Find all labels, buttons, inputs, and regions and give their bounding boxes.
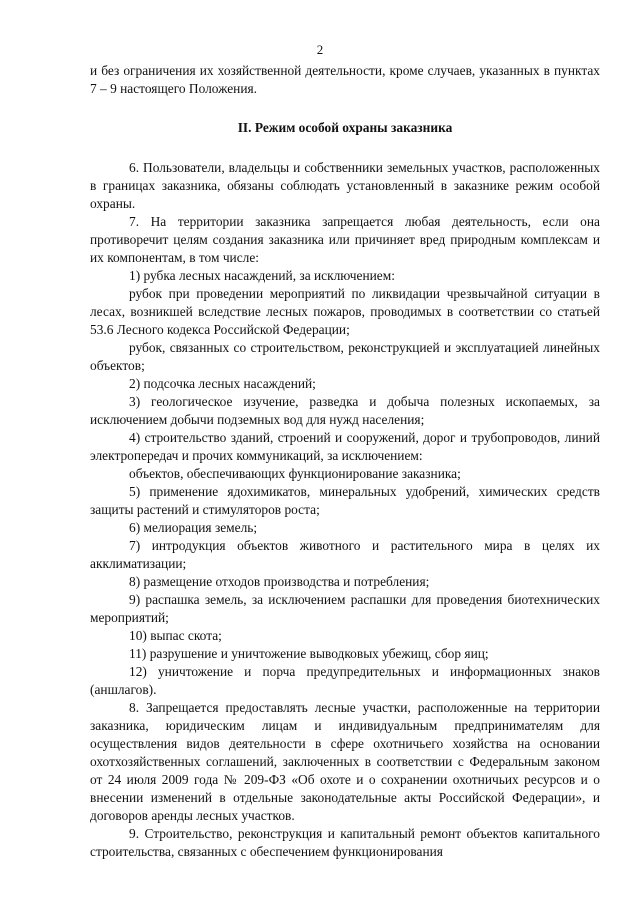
item-7: 7) интродукция объектов животного и растительного мира в целях их акклиматизации; [90, 538, 600, 571]
page-number: 2 [316, 42, 324, 57]
paragraph-8: 8. Запрещается предоставлять лесные участки, расположенные на территории заказника, юридическим лицам и индивидуальным предпринимателям для осуществления видов деятельности в сфере охотничьего хозяйства на основании охотхозяйственных соглашений, заключенных в соответствии с Федеральным законом от 24 июля 2009 года № 209-ФЗ «Об охоте и о сохранении охотничьих ресурсов и о внесении изменений в отдельные законодательные акты Российской Федерации», и договоров аренды лесных участков. [90, 700, 600, 823]
item-4-exception: объектов, обеспечивающих функционирование заказника; [129, 466, 461, 481]
item-10: 10) выпас скота; [129, 628, 222, 643]
item-6: 6) мелиорация земель; [129, 520, 258, 535]
item-12: 12) уничтожение и порча предупредительных и информационных знаков (аншлагов). [90, 664, 600, 697]
paragraph-7: 7. На территории заказника запрещается любая деятельность, если она противоречит целям создания заказника или причиняет вред природным комплексам и их компонентам, в том числе: [90, 214, 600, 265]
item-2: 2) подсочка лесных насаждений; [129, 376, 316, 391]
item-9: 9) распашка земель, за исключением распашки для проведения биотехнических мероприятий; [90, 592, 600, 625]
item-5: 5) применение ядохимикатов, минеральных удобрений, химических средств защиты растений и стимуляторов роста; [90, 484, 600, 517]
intro-paragraph: и без ограничения их хозяйственной деятельности, кроме случаев, указанных в пунктах 7 – 9 настоящего Положения. [90, 63, 600, 96]
section-heading: II. Режим особой охраны заказника [237, 120, 453, 135]
paragraph-6: 6. Пользователи, владельцы и собственники земельных участков, расположенных в границах заказника, обязаны соблюдать установленный в заказнике режим особой охраны. [90, 160, 600, 211]
item-8: 8) размещение отходов производства и потребления; [129, 574, 430, 589]
item-4: 4) строительство зданий, строений и сооружений, дорог и трубопроводов, линий электропередач и прочих коммуникаций, за исключением: [90, 430, 600, 463]
item-1: 1) рубка лесных насаждений, за исключением: [129, 268, 395, 283]
paragraph-9: 9. Строительство, реконструкция и капитальный ремонт объектов капитального строительства, связанных с обеспечением функционирования [90, 826, 600, 859]
item-3: 3) геологическое изучение, разведка и добыча полезных ископаемых, за исключением добычи подземных вод для нужд населения; [90, 394, 600, 427]
item-1-exception-a: рубок при проведении мероприятий по ликвидации чрезвычайной ситуации в лесах, возникшей вследствие лесных пожаров, проводимых в соответствии со статьей 53.6 Лесного кодекса Российской Федерации; [90, 286, 600, 337]
item-1-exception-b: рубок, связанных со строительством, реконструкцией и эксплуатацией линейных объектов; [90, 340, 600, 373]
document-body [90, 62, 600, 861]
item-11: 11) разрушение и уничтожение выводковых убежищ, сбор яиц; [129, 646, 489, 661]
